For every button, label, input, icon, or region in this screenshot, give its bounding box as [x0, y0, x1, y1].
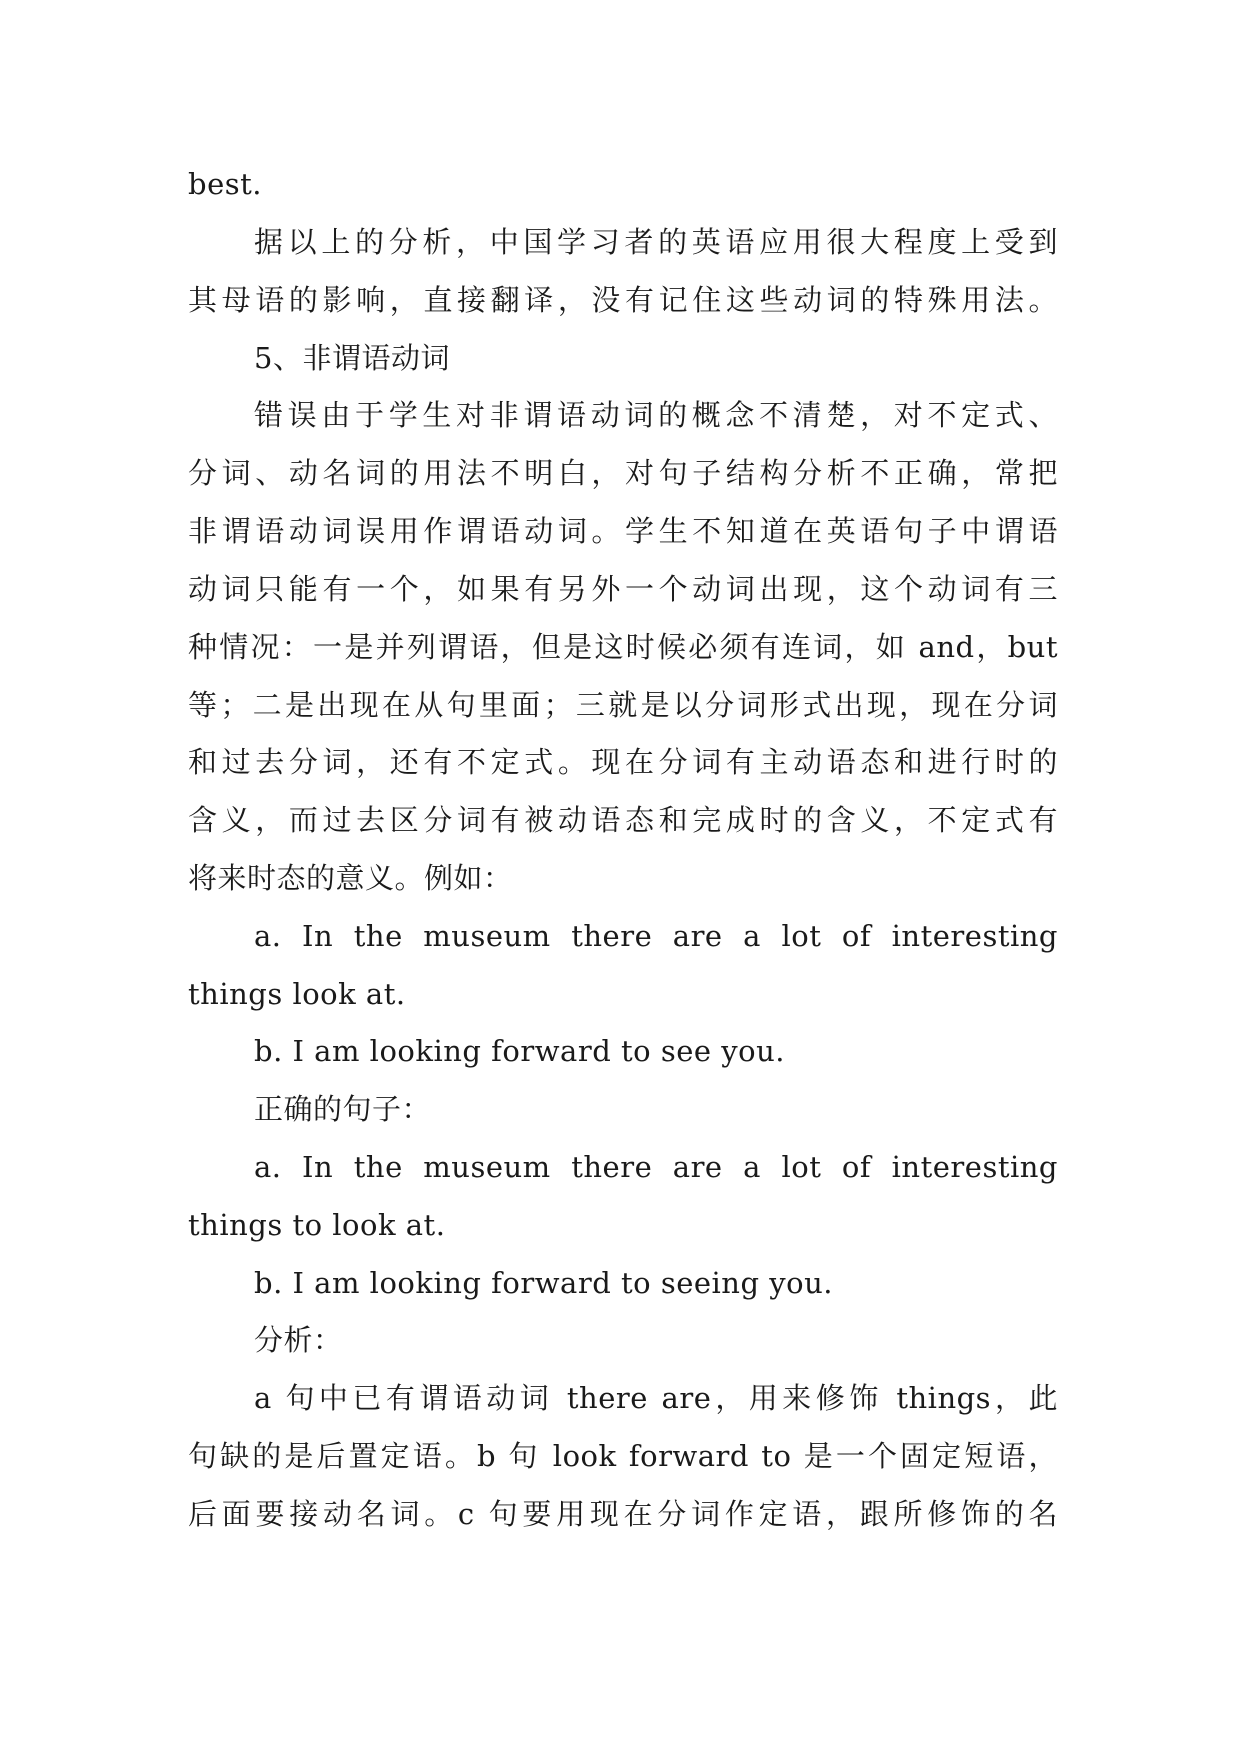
- text-line: 句缺的是后置定语。b 句 look forward to 是一个固定短语，: [188, 1439, 1058, 1473]
- example-line: b. I am looking forward to seeing you.: [254, 1266, 834, 1300]
- text-line: 动词只能有一个，如果有另外一个动词出现，这个动词有三: [188, 572, 1058, 606]
- text-line: 正确的句子：: [254, 1092, 432, 1126]
- example-line: things to look at.: [188, 1208, 446, 1242]
- text-line: 等；二是出现在从句里面；三就是以分词形式出现，现在分词: [188, 688, 1058, 722]
- text-line: 将来时态的意义。例如：: [188, 861, 513, 895]
- section-heading: 5、非谓语动词: [254, 341, 450, 375]
- text-line: 错误由于学生对非谓语动词的概念不清楚，对不定式、: [254, 398, 1058, 432]
- text-line: a 句中已有谓语动词 there are，用来修饰 things，此: [254, 1381, 1058, 1415]
- example-line: things look at.: [188, 977, 406, 1011]
- example-line: a. In the museum there are a lot of interesting: [254, 1150, 1058, 1184]
- example-line: a. In the museum there are a lot of interesting: [254, 919, 1058, 953]
- text-line: 后面要接动名词。c 句要用现在分词作定语，跟所修饰的名: [188, 1497, 1058, 1531]
- text-line: 非谓语动词误用作谓语动词。学生不知道在英语句子中谓语: [188, 514, 1058, 548]
- example-line: b. I am looking forward to see you.: [254, 1034, 785, 1068]
- text-line: 分析：: [254, 1323, 343, 1357]
- text-line: 据以上的分析，中国学习者的英语应用很大程度上受到: [254, 225, 1058, 259]
- text-line: 分词、动名词的用法不明白，对句子结构分析不正确，常把: [188, 456, 1058, 490]
- text-line: 和过去分词，还有不定式。现在分词有主动语态和进行时的: [188, 745, 1058, 779]
- text-line: 种情况：一是并列谓语，但是这时候必须有连词，如 and，but: [188, 630, 1058, 664]
- text-line: 其母语的影响，直接翻译，没有记住这些动词的特殊用法。: [188, 283, 1058, 317]
- text-line: 含义，而过去区分词有被动语态和完成时的含义，不定式有: [188, 803, 1058, 837]
- text-line: best.: [188, 167, 262, 201]
